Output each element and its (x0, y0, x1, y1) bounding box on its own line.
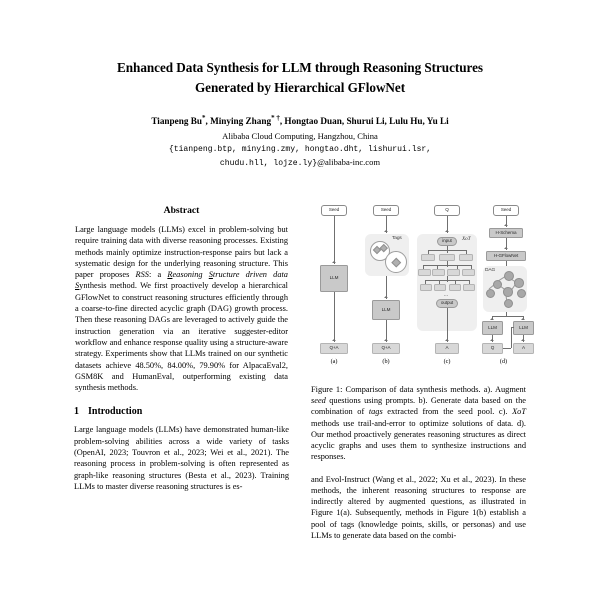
author-rest: , Hongtao Duan, Shurui Li, Lulu Hu, Yu Li (279, 116, 449, 127)
abstract-heading: Abstract (163, 205, 200, 216)
panel-b-llm-node: LLM (372, 300, 400, 320)
panel-c-edge-11 (447, 276, 448, 282)
panel-a-arrowhead-1 (332, 261, 336, 263)
abstract-text-e: ynthesis method. We first proactively develop a hierarchical GFlowNet to construct reasoning structures efficiently through a coarse-to-fine directed acyclic graph (DAG) growth process. Then these reasoning DAGs are leveraged to actively guide the instruction generation via an iterative suggester-editor workflow and enhance response quality using a structure-aware strategy. Experiments show that LLMs trained on our synthetic datasets achieve 48.50%, 84.00%, 79.90% for AlpacaEval2, GSM8K and HumanEval, outperforming existing data synthesis methods. (75, 281, 288, 393)
abstract-text-b: : a (148, 270, 168, 280)
introduction-paragraph: Large language models (LLMs) have demonstrated human-like problem-solving abilities across a wide variety of tasks (OpenAI, 2023; Touvron et al., 2023; Wei et al., 2021). The reasoning process in problem-solving is often represented as graph-like reasoning structures (Besta et al., 2023). Training LLMs to master diverse reasoning structures is es- (74, 425, 289, 491)
panel-d (481, 203, 526, 363)
figure-1-caption (311, 384, 526, 463)
panel-d-h-gflownet-node: H-GFlowNet (486, 251, 526, 261)
panel-c-tree-node-2 (439, 254, 455, 261)
panel-d-dag-node-2 (493, 280, 502, 289)
panel-c-tree-node-9 (434, 284, 446, 291)
panel-c-a-node: A (435, 343, 459, 354)
affiliation: Alibaba Cloud Computing, Hangzhou, China (222, 130, 378, 141)
panel-a-arrow-1 (334, 216, 335, 264)
page-title (74, 58, 526, 97)
abstract-s-italic: S (208, 270, 213, 280)
panel-b-arrowhead-2 (384, 296, 388, 298)
panel-d-caption: (d) (499, 358, 508, 365)
introduction-number: 1 (74, 406, 79, 418)
panel-c-arrow-2 (447, 308, 448, 342)
panel-d-dag-node-1 (504, 271, 514, 281)
panel-c-tree-node-10 (449, 284, 461, 291)
title-line-1: Enhanced Data Synthesis for LLM through Reasoning Structures (117, 60, 483, 75)
email-domain: @alibaba-inc.com (317, 157, 381, 168)
panel-c-edge-6 (423, 265, 471, 266)
panel-b (361, 203, 411, 363)
panel-d-dag-node-4 (486, 289, 495, 298)
caption-part-a: Figure 1: Comparison of data synthesis methods. a). Augment (311, 385, 526, 394)
caption-tags-italic: tags (368, 407, 383, 417)
abstract-text-c: easoning (172, 270, 209, 280)
panel-c-tree-node-5 (432, 269, 445, 276)
abstract-text-d: tructure driven data (212, 270, 288, 280)
panel-c-edge-12 (425, 280, 469, 281)
author-first: Tianpeng Bu (151, 116, 202, 127)
author-footnote-1: * (201, 114, 206, 123)
panel-a-caption: (a) (330, 358, 338, 365)
author-footnote-2: * † (271, 114, 280, 123)
panel-d-feedback-riser (511, 327, 512, 348)
panel-d-split-bar (492, 316, 523, 317)
panel-c-caption: (c) (443, 358, 451, 365)
panel-d-q-node: Q (482, 343, 503, 354)
panel-c-arrowhead-2 (445, 339, 449, 341)
caption-part-d: methods use trail-and-error to optimize solutions of data. d). Our method proactively generates reasoning structures as direct acyclic graphs and uses them to synthesize instructions and responses. (311, 418, 526, 462)
panel-c-edge-5 (447, 261, 448, 267)
panel-c-output-node: output (436, 299, 458, 308)
panel-d-dag-node-3 (514, 278, 524, 288)
right-column (311, 205, 526, 600)
panel-b-seed-node: Seed (373, 205, 399, 216)
panel-d-a-node: A (513, 343, 534, 354)
panel-c-ellipsis: ... (444, 292, 448, 298)
panel-c-tree-node-3 (459, 254, 473, 261)
panel-c-tree-node-4 (418, 269, 431, 276)
panel-d-dag-node-5 (503, 287, 513, 297)
panel-b-qa-node: Q+A (372, 343, 400, 354)
abstract-rss-italic: RSS (135, 270, 149, 280)
introduction-heading (74, 406, 289, 417)
panel-a-arrow-2 (334, 292, 335, 342)
panel-d-dag-label: DAG (485, 268, 496, 273)
caption-part-b: questions using prompts. b). Generate data based on the combination of (311, 396, 526, 417)
panel-a (311, 203, 357, 363)
panel-c-tree-node-6 (447, 269, 460, 276)
panel-b-caption: (b) (382, 358, 390, 365)
panel-d-arrowhead-8 (521, 339, 525, 341)
panel-a-qa-node: Q+A (320, 343, 348, 354)
author-emails (74, 144, 526, 171)
abstract-s2-italic: S (75, 281, 80, 291)
panel-c-edge-2 (428, 250, 466, 251)
panel-d-h-schema-node: H-Schema (489, 228, 523, 238)
panel-c-tree-node-11 (463, 284, 475, 291)
panel-d-seed-node: Seed (493, 205, 519, 216)
figure-1-diagram (311, 203, 526, 378)
introduction-title: Introduction (88, 406, 143, 418)
panel-d-dag-node-7 (504, 299, 513, 308)
panel-b-tags-label: Tags (392, 236, 402, 241)
panel-d-arrowhead-6 (521, 318, 525, 320)
panel-b-arrowhead-3 (384, 339, 388, 341)
panel-c-input-node: input (437, 237, 457, 246)
panel-d-dag-node-6 (517, 289, 526, 298)
caption-xot-italic: XoT (512, 407, 526, 417)
author-second: , Minying Zhang (205, 116, 272, 127)
panel-d-arrowhead-1 (504, 224, 508, 226)
body-columns (74, 205, 526, 600)
panel-d-llm-node-1: LLM (482, 321, 503, 335)
panel-c-xot-label: XoT (462, 236, 471, 242)
panel-d-arrowhead-5 (490, 318, 494, 320)
panel-d-llm-node-2: LLM (513, 321, 534, 335)
panel-c (415, 203, 479, 363)
panel-b-arrowhead-1 (384, 230, 388, 232)
panel-a-arrowhead-2 (332, 339, 336, 341)
caption-part-c: extracted from the seed pool. c). (382, 407, 513, 417)
left-column (74, 205, 289, 600)
right-column-paragraph: and Evol-Instruct (Wang et al., 2022; Xu et al., 2023). In these methods, the inherent reasoning structures to response are indirectly altered by augmented questions, as illustrated in Figure 1(a). Subsequently, methods in Figure 1(b) establish a pool of tags (knowledge points, skills, or personas) and use LLMs to generate data based on the combi- (311, 474, 526, 541)
email-line-2 (74, 156, 526, 170)
panel-c-q-node: Q (434, 205, 460, 216)
panel-d-arrowhead-2 (504, 247, 508, 249)
email-line-1: {tianpeng.btp, minying.zmy, hongtao.dht, lishurui.lsr, (168, 144, 432, 154)
panel-c-tree-node-1 (421, 254, 435, 261)
panel-a-llm-node: LLM (320, 265, 348, 292)
caption-seed-italic: seed (311, 396, 326, 406)
panel-c-tree-node-7 (462, 269, 475, 276)
panel-c-tree-node-8 (420, 284, 432, 291)
email-handles: chudu.hll, lojze.ly} (219, 159, 318, 169)
panel-a-seed-node: Seed (321, 205, 347, 216)
author-list (74, 113, 526, 129)
panel-c-arrowhead-1 (445, 230, 449, 232)
abstract-paragraph (74, 224, 289, 393)
abstract-text-a: Large language models (LLMs) excel in problem-solving but require training data with diverse reasoning processes. Existing methods mainly optimize instruction-response pairs but lack a systematic design for the underlying reasoning structure. This paper proposes (75, 225, 288, 280)
panel-d-arrowhead-7 (490, 339, 494, 341)
abstract-r-italic: R (167, 270, 173, 280)
panel-d-feedback-top (511, 327, 514, 328)
panel-d-feedback-bar (503, 348, 511, 349)
title-line-2: Generated by Hierarchical GFlowNet (194, 79, 406, 95)
